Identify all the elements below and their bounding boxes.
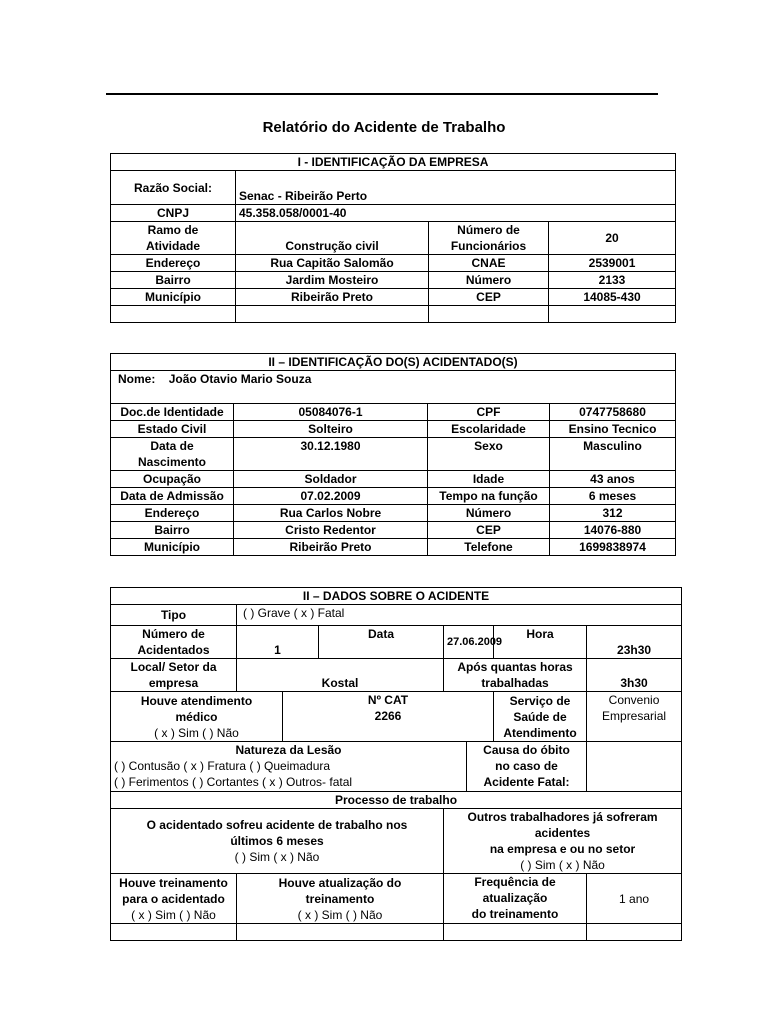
cnae-value: 2539001 [549, 255, 676, 272]
bairro-label: Bairro [111, 522, 234, 539]
atualizacao-cell: Houve atualização do treinamento ( x ) Sim ( ) Não [237, 874, 444, 924]
cnpj-value: 45.358.058/0001-40 [236, 205, 676, 222]
municipio-label: Município [111, 289, 236, 306]
frequencia-value: 1 ano [587, 874, 682, 924]
numero-value: 2133 [549, 272, 676, 289]
frequencia-label: Frequência de atualização do treinamento [444, 874, 587, 924]
tipo-label: Tipo [111, 605, 237, 626]
estado-civil-label: Estado Civil [111, 421, 234, 438]
idade-label: Idade [428, 471, 550, 488]
bairro-value: Cristo Redentor [234, 522, 428, 539]
numero-label: Número [428, 505, 550, 522]
section-header: II – IDENTIFICAÇÃO DO(S) ACIDENTADO(S) [111, 354, 676, 371]
bairro-value: Jardim Mosteiro [236, 272, 429, 289]
bairro-label: Bairro [111, 272, 236, 289]
empty-cell [429, 306, 549, 323]
empty-cell [587, 924, 682, 941]
causa-obito-value [587, 742, 682, 792]
apos-horas-label: Após quantas horas trabalhadas [444, 659, 587, 692]
accident-table [110, 587, 682, 941]
ocupacao-label: Ocupação [111, 471, 234, 488]
servico-saude-label: Serviço de Saúde de Atendimento [494, 692, 587, 742]
data-value: 27.06.2009 [444, 626, 494, 659]
cep-value: 14076-880 [550, 522, 676, 539]
section-header: I - IDENTIFICAÇÃO DA EMPRESA [111, 154, 676, 171]
section-header: II – DADOS SOBRE O ACIDENTE [111, 588, 682, 605]
page-title: Relatório do Acidente de Trabalho [262, 119, 506, 136]
municipio-value: Ribeirão Preto [234, 539, 428, 556]
cpf-value: 0747758680 [550, 404, 676, 421]
municipio-label: Município [111, 539, 234, 556]
estado-civil-value: Solteiro [234, 421, 428, 438]
ramo-label: Ramo de Atividade [111, 222, 236, 255]
endereco-value: Rua Carlos Nobre [234, 505, 428, 522]
top-rule [106, 93, 658, 95]
cat-cell: Nº CAT 2266 [283, 692, 494, 742]
data-label: Data [319, 626, 444, 659]
num-acidentados-label: Número de Acidentados [111, 626, 237, 659]
empty-cell [236, 306, 429, 323]
atendimento-medico-cell: Houve atendimento médico ( x ) Sim ( ) Não [111, 692, 283, 742]
empty-cell [237, 924, 444, 941]
company-table [110, 153, 676, 323]
nascimento-value: 30.12.1980 [234, 438, 428, 471]
tempo-funcao-label: Tempo na função [428, 488, 550, 505]
idade-value: 43 anos [550, 471, 676, 488]
empty-cell [444, 924, 587, 941]
tipo-value: ( ) Grave ( x ) Fatal [237, 605, 682, 626]
escolaridade-label: Escolaridade [428, 421, 550, 438]
cpf-label: CPF [428, 404, 550, 421]
funcionarios-value: 20 [549, 222, 676, 255]
municipio-value: Ribeirão Preto [236, 289, 429, 306]
funcionarios-label: Número de Funcionários [429, 222, 549, 255]
injured-table [110, 353, 676, 556]
natureza-lesao-label: Natureza da Lesão [235, 743, 342, 757]
razao-social-value: Senac - Ribeirão Perto [236, 171, 676, 205]
atendimento-medico-value: ( x ) Sim ( ) Não [154, 725, 239, 740]
natureza-lesao-cell: Natureza da Lesão ( ) Contusão ( x ) Fratura ( ) Queimadura ( ) Ferimentos ( ) Cortantes ( x ) Outros- fatal [111, 742, 467, 792]
empty-cell [111, 924, 237, 941]
empty-cell [549, 306, 676, 323]
endereco-value: Rua Capitão Salomão [236, 255, 429, 272]
nascimento-label: Data de Nascimento [111, 438, 234, 471]
telefone-value: 1699838974 [550, 539, 676, 556]
empty-cell [111, 306, 236, 323]
cnae-label: CNAE [429, 255, 549, 272]
num-acidentados-value: 1 [237, 626, 319, 659]
razao-social-label: Razão Social: [111, 171, 236, 205]
numero-value: 312 [550, 505, 676, 522]
cnpj-label: CNPJ [111, 205, 236, 222]
endereco-label: Endereço [111, 255, 236, 272]
ocupacao-value: Soldador [234, 471, 428, 488]
servico-saude-value: Convenio Empresarial [587, 692, 682, 742]
admissao-label: Data de Admissão [111, 488, 234, 505]
sofreu-acidente-cell: O acidentado sofreu acidente de trabalho nos últimos 6 meses ( ) Sim ( x ) Não [111, 809, 444, 874]
tempo-funcao-value: 6 meses [550, 488, 676, 505]
sexo-value: Masculino [550, 438, 676, 471]
doc-value: 05084076-1 [234, 404, 428, 421]
hora-value: 23h30 [587, 626, 682, 659]
ramo-value: Construção civil [236, 222, 429, 255]
cep-label: CEP [429, 289, 549, 306]
apos-horas-value: 3h30 [587, 659, 682, 692]
nome-label: Nome: [118, 372, 156, 386]
processo-trabalho-label: Processo de trabalho [111, 792, 682, 809]
admissao-value: 07.02.2009 [234, 488, 428, 505]
treinamento-cell: Houve treinamento para o acidentado ( x ) Sim ( ) Não [111, 874, 237, 924]
hora-label: Hora [494, 626, 587, 659]
cep-label: CEP [428, 522, 550, 539]
local-value: Kostal [237, 659, 444, 692]
causa-obito-label: Causa do óbito no caso de Acidente Fatal: [467, 742, 587, 792]
doc-label: Doc.de Identidade [111, 404, 234, 421]
nome-row [111, 371, 676, 404]
endereco-label: Endereço [111, 505, 234, 522]
cep-value: 14085-430 [549, 289, 676, 306]
sexo-label: Sexo [428, 438, 550, 471]
telefone-label: Telefone [428, 539, 550, 556]
outros-trabalhadores-cell: Outros trabalhadores já sofreram acidentes na empresa e ou no setor ( ) Sim ( x ) Não [444, 809, 682, 874]
numero-label: Número [429, 272, 549, 289]
local-label: Local/ Setor da empresa [111, 659, 237, 692]
nome-value: João Otavio Mario Souza [168, 372, 312, 386]
escolaridade-value: Ensino Tecnico [550, 421, 676, 438]
